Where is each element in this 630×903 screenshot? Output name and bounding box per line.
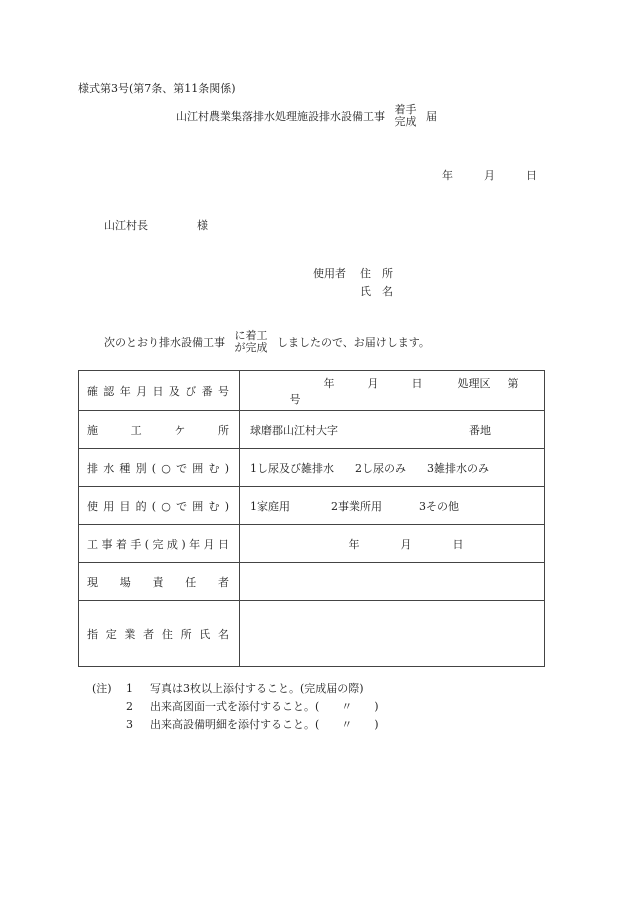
label-purpose: 使用目的(○で囲む) — [79, 487, 240, 525]
date-day: 日 — [526, 169, 537, 182]
work-year: 年 — [348, 537, 360, 551]
value-site[interactable] — [240, 411, 545, 449]
value-contractor[interactable] — [240, 601, 545, 667]
label-contractor: 指定業者住所氏名 — [79, 601, 240, 667]
label-work-date: 工事着手(完成)年月日 — [79, 525, 240, 563]
title-option-start: 着手 — [394, 103, 417, 116]
table-row-site — [79, 411, 545, 449]
statement — [104, 330, 430, 354]
applicant-name-label: 氏 名 — [360, 285, 393, 298]
date-line — [442, 167, 537, 183]
note-3-num: 3 — [126, 718, 133, 731]
label-drainage-type: 排水種別(○で囲む) — [79, 449, 240, 487]
note-2-text: 出来高図面一式を添付すること。( 〃 ) — [150, 700, 379, 713]
purpose-option-3[interactable]: 3その他 — [419, 499, 459, 513]
statement-option-start: に着工 — [234, 329, 268, 342]
drainage-option-3[interactable]: 3雑排水のみ — [427, 461, 489, 475]
note-1 — [126, 680, 364, 696]
note-2 — [126, 698, 379, 714]
form-number: 様式第3号(第7条、第11条関係) — [78, 82, 236, 95]
value-work-date[interactable] — [240, 525, 545, 563]
addressee-honorific: 様 — [197, 219, 208, 232]
label-site: 施工ケ所 — [79, 411, 240, 449]
application-table — [78, 370, 545, 667]
table-row-confirmation — [79, 371, 545, 411]
statement-suffix: しましたので、お届けします。 — [277, 336, 430, 349]
note-3 — [126, 716, 379, 732]
value-site-manager[interactable] — [240, 563, 545, 601]
value-confirmation[interactable] — [240, 371, 545, 411]
table-row-work-date — [79, 525, 545, 563]
confirm-day: 日 — [411, 376, 423, 390]
purpose-option-1[interactable]: 1家庭用 — [250, 499, 290, 513]
statement-options — [235, 330, 268, 354]
site-banchi: 番地 — [469, 423, 491, 437]
value-drainage-type[interactable] — [240, 449, 545, 487]
work-day: 日 — [452, 537, 464, 551]
date-month: 月 — [484, 169, 495, 182]
confirm-go: 号 — [289, 392, 301, 406]
work-month: 月 — [400, 537, 412, 551]
form-title — [176, 104, 437, 128]
note-2-num: 2 — [126, 700, 133, 713]
table-row-contractor — [79, 601, 545, 667]
title-suffix: 届 — [426, 110, 437, 123]
addressee-name: 山江村長 — [104, 219, 148, 232]
note-1-num: 1 — [126, 682, 133, 695]
label-site-manager: 現場責任者 — [79, 563, 240, 601]
statement-option-complete: が完成 — [234, 341, 268, 354]
value-purpose[interactable] — [240, 487, 545, 525]
title-prefix: 山江村農業集落排水処理施設排水設備工事 — [176, 110, 385, 123]
confirm-district: 処理区 — [457, 376, 491, 390]
applicant-address-label: 住 所 — [360, 267, 393, 280]
drainage-option-2[interactable]: 2し尿のみ — [355, 461, 406, 475]
applicant-role: 使用者 — [313, 267, 346, 280]
drainage-option-1[interactable]: 1し尿及び雑排水 — [250, 461, 334, 475]
note-1-text: 写真は3枚以上添付すること。(完成届の際) — [150, 682, 364, 695]
purpose-option-2[interactable]: 2事業所用 — [331, 499, 382, 513]
statement-prefix: 次のとおり排水設備工事 — [104, 336, 225, 349]
confirm-month: 月 — [367, 376, 379, 390]
confirm-dai: 第 — [507, 376, 519, 390]
title-option-complete: 完成 — [394, 115, 417, 128]
label-confirmation: 確認年月日及び番号 — [79, 371, 240, 411]
confirm-year: 年 — [323, 376, 335, 390]
table-row-purpose — [79, 487, 545, 525]
title-options — [395, 104, 417, 128]
table-row-drainage-type — [79, 449, 545, 487]
site-address: 球磨郡山江村大字 — [250, 423, 338, 437]
table-row-site-manager — [79, 563, 545, 601]
notes-prefix: (注) — [92, 682, 112, 695]
note-3-text: 出来高設備明細を添付すること。( 〃 ) — [150, 718, 379, 731]
addressee — [104, 217, 208, 233]
date-year: 年 — [442, 169, 453, 182]
